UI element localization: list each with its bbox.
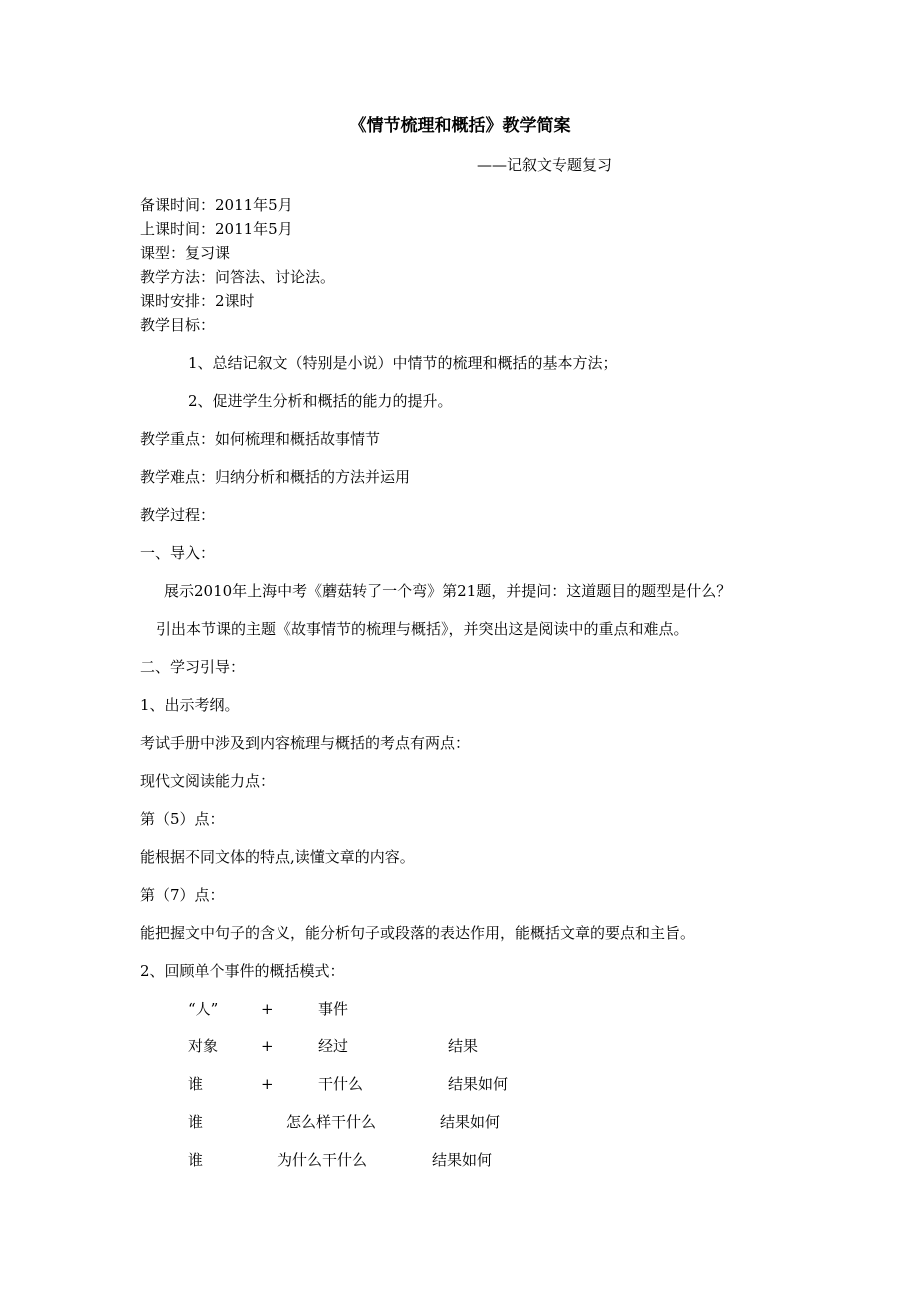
pattern-cell: 结果如何 xyxy=(432,1151,493,1169)
pattern-plus: + xyxy=(261,1037,274,1055)
teaching-method: 教学方法：问答法、讨论法。 xyxy=(140,268,336,286)
paragraph: 考试手册中涉及到内容梳理与概括的考点有两点： xyxy=(140,734,471,752)
point-label: 第（7）点： xyxy=(140,886,225,904)
document-subtitle: ——记叙文专题复习 xyxy=(477,156,613,174)
point-label: 第（5）点： xyxy=(140,810,225,828)
list-item: 2、回顾单个事件的概括模式： xyxy=(140,962,345,980)
document-title: 《情节梳理和概括》教学简案 xyxy=(349,116,571,136)
list-item: 1、出示考纲。 xyxy=(140,696,240,714)
paragraph: 展示2010年上海中考《蘑菇转了一个弯》第21题，并提问：这道题目的题型是什么？ xyxy=(164,582,732,600)
objectives-label: 教学目标： xyxy=(140,316,216,334)
paragraph: 现代文阅读能力点： xyxy=(140,772,276,790)
prep-time: 备课时间：2011年5月 xyxy=(140,196,293,214)
pattern-cell: “人” xyxy=(188,1000,219,1018)
objective-item: 1、总结记叙文（特别是小说）中情节的梳理和概括的基本方法； xyxy=(188,354,618,372)
pattern-cell: 怎么样干什么 xyxy=(286,1113,377,1131)
pattern-cell: 为什么干什么 xyxy=(277,1151,368,1169)
paragraph: 能把握文中句子的含义，能分析句子或段落的表达作用，能概括文章的要点和主旨。 xyxy=(140,924,696,942)
process-label: 教学过程： xyxy=(140,506,216,524)
pattern-cell: 对象 xyxy=(188,1037,219,1055)
pattern-cell: 谁 xyxy=(188,1075,204,1093)
pattern-plus: + xyxy=(261,1075,274,1093)
class-time: 上课时间：2011年5月 xyxy=(140,220,293,238)
pattern-cell: 干什么 xyxy=(318,1075,364,1093)
section-heading: 一、导入： xyxy=(140,544,216,562)
pattern-cell: 结果 xyxy=(448,1037,479,1055)
difficult-point: 教学难点：归纳分析和概括的方法并运用 xyxy=(140,468,411,486)
pattern-cell: 经过 xyxy=(318,1037,349,1055)
objective-item: 2、促进学生分析和概括的能力的提升。 xyxy=(188,392,453,410)
lesson-schedule: 课时安排：2课时 xyxy=(140,292,255,310)
pattern-cell: 谁 xyxy=(188,1113,204,1131)
pattern-cell: 事件 xyxy=(318,1000,349,1018)
pattern-cell: 结果如何 xyxy=(448,1075,509,1093)
pattern-cell: 结果如何 xyxy=(440,1113,501,1131)
section-heading: 二、学习引导： xyxy=(140,658,246,676)
key-point: 教学重点：如何梳理和概括故事情节 xyxy=(140,430,381,448)
lesson-type: 课型：复习课 xyxy=(140,244,231,262)
paragraph: 能根据不同文体的特点,读懂文章的内容。 xyxy=(140,848,415,866)
pattern-plus: + xyxy=(261,1000,274,1018)
paragraph: 引出本节课的主题《故事情节的梳理与概括》，并突出这是阅读中的重点和难点。 xyxy=(156,620,689,638)
pattern-cell: 谁 xyxy=(188,1151,204,1169)
